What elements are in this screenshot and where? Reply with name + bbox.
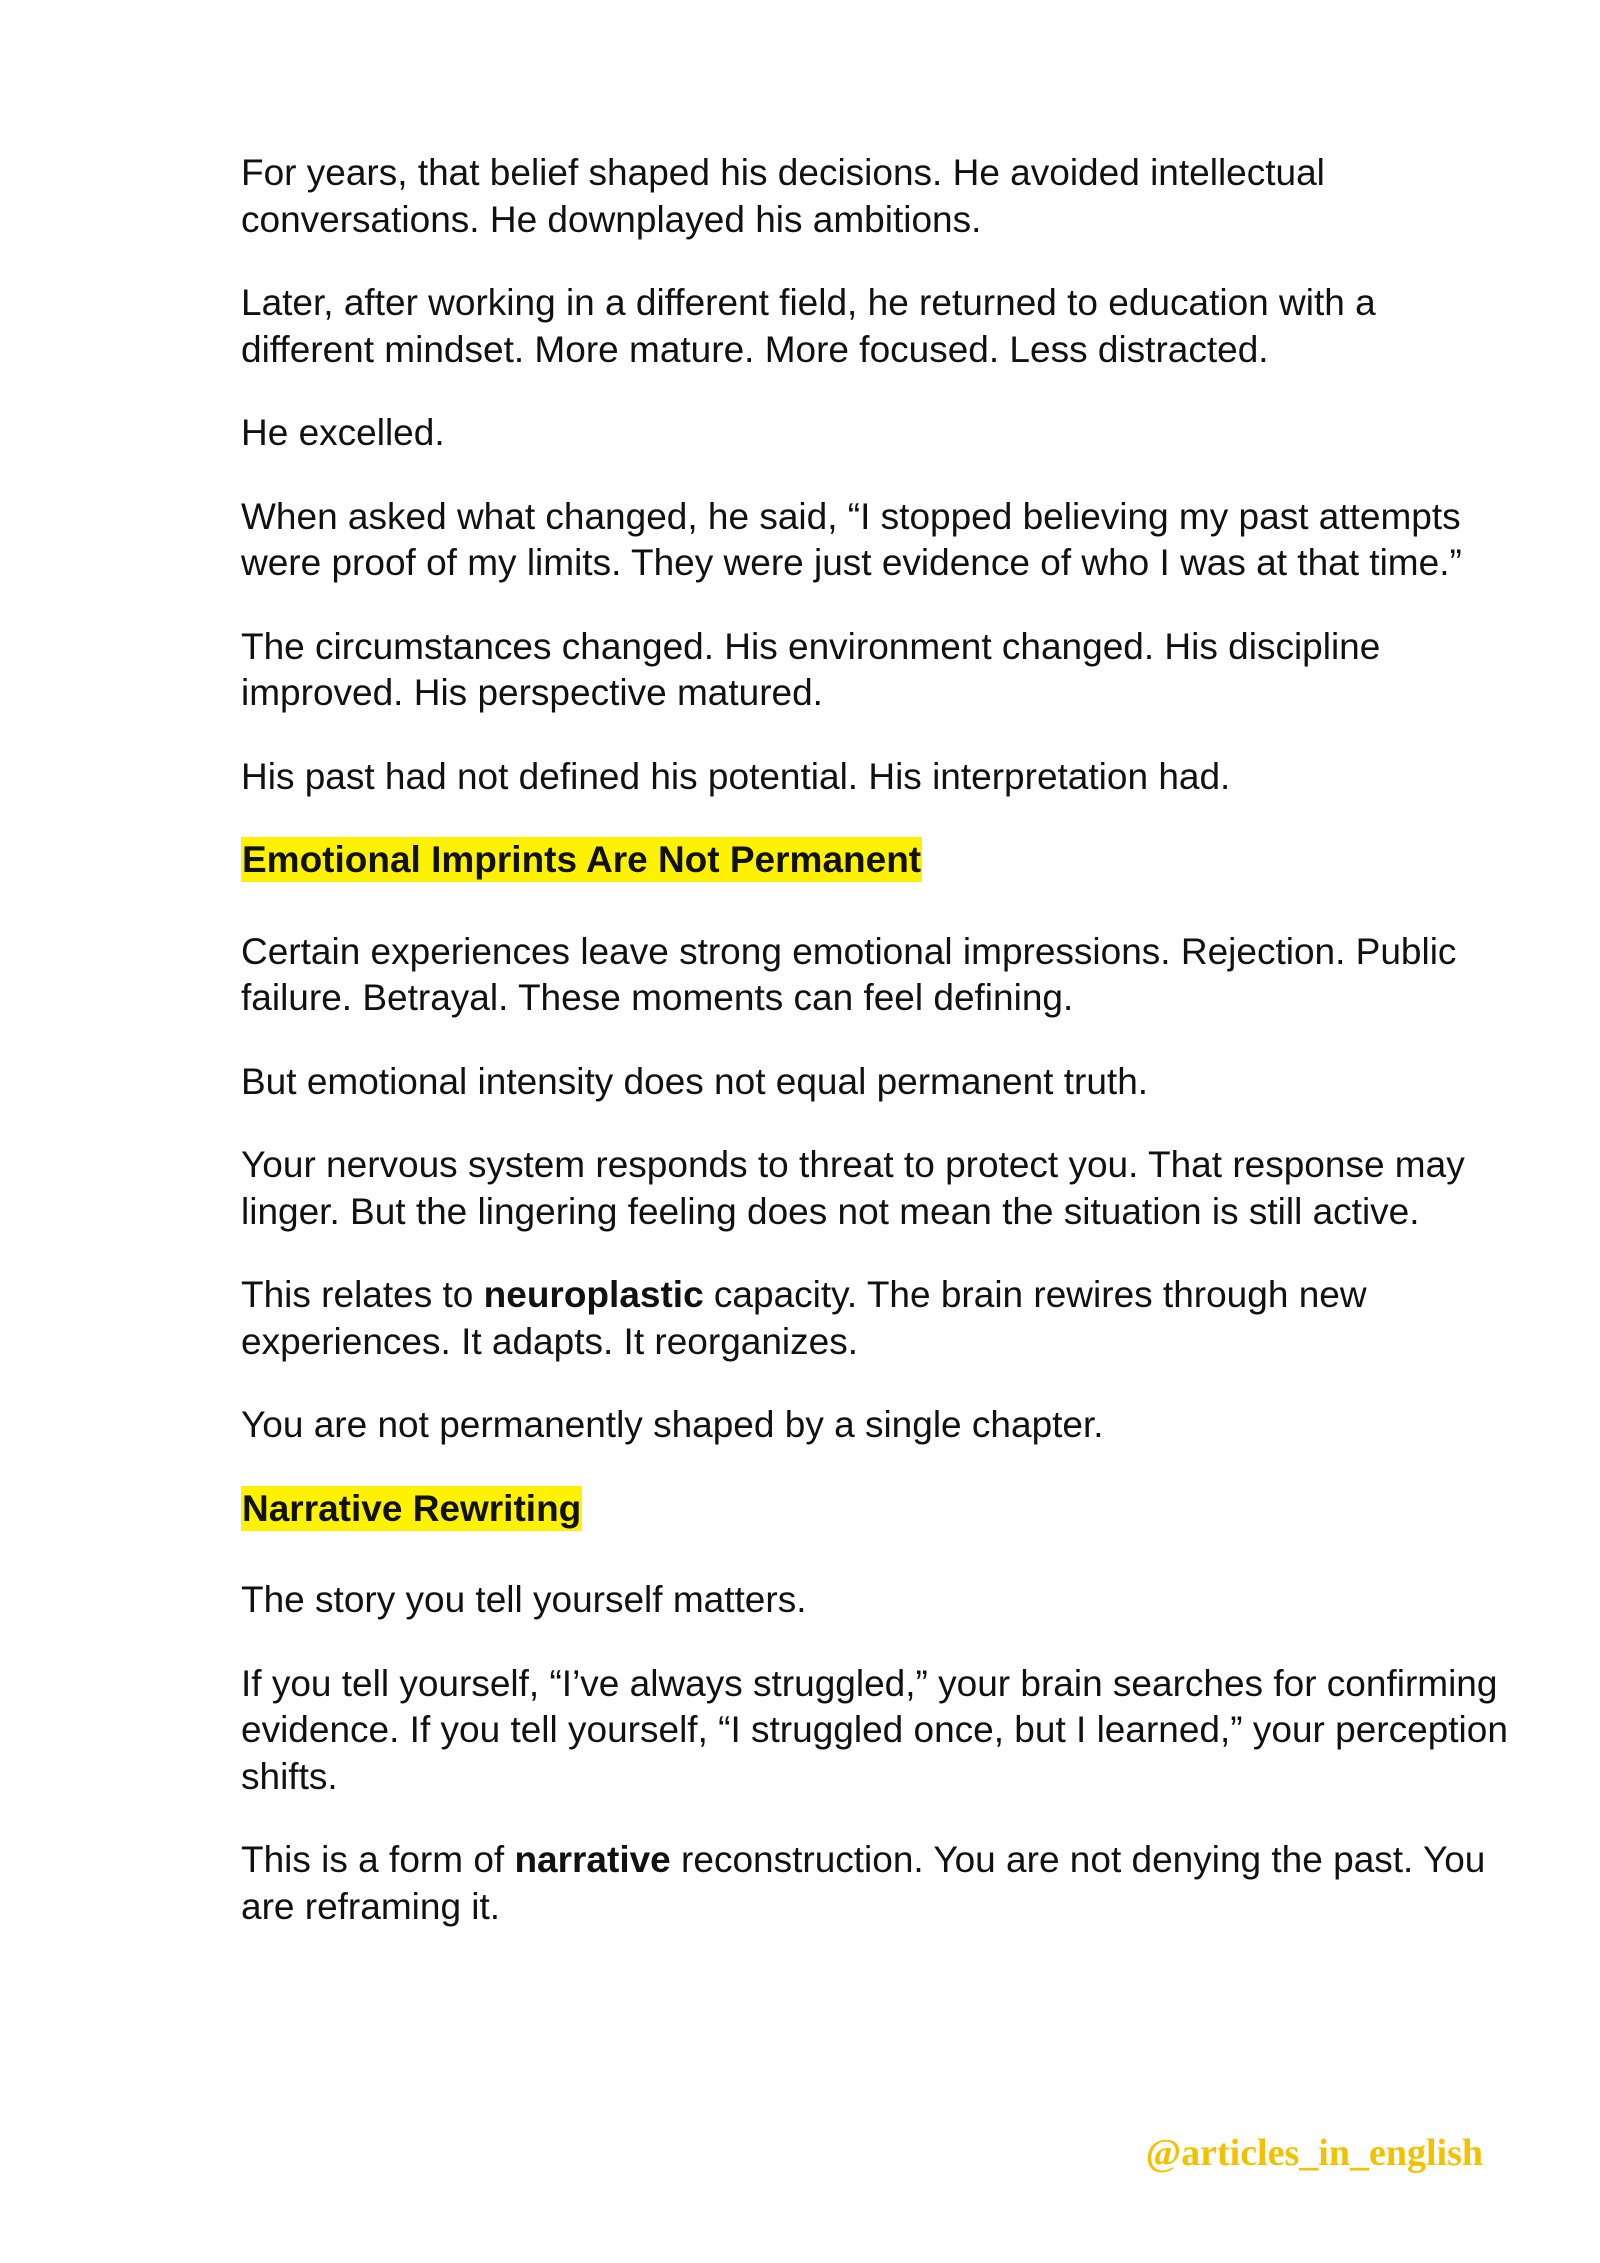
section-heading: Narrative Rewriting <box>242 1487 582 1529</box>
paragraph: His past had not defined his potential. His interpretation had. <box>241 755 1231 797</box>
paragraph-text: This is a form of <box>241 1839 515 1880</box>
article-body <box>241 150 1511 1967</box>
paragraph: The circumstances changed. His environment changed. His discipline improved. His perspective matured. <box>241 625 1381 713</box>
paragraph <box>241 1837 1511 1930</box>
paragraph <box>241 1272 1511 1365</box>
paragraph: Your nervous system responds to threat to protect you. That response may linger. But the lingering feeling does not mean the situation is still active. <box>241 1144 1465 1232</box>
paragraph-text: capacity. The brain rewires through new experiences. It adapts. It reorganizes. <box>241 1274 1367 1362</box>
paragraph: Certain experiences leave strong emotional impressions. Rejection. Public failure. Betrayal. These moments can feel defining. <box>241 930 1457 1018</box>
paragraph-text: reconstruction. You are not denying the past. You are reframing it. <box>241 1839 1486 1927</box>
section-heading-wrapper <box>241 1486 1511 1541</box>
section-heading-wrapper <box>241 837 1511 892</box>
paragraph: For years, that belief shaped his decisions. He avoided intellectual conversations. He downplayed his ambitions. <box>241 152 1325 240</box>
section-heading: Emotional Imprints Are Not Permanent <box>242 839 922 880</box>
paragraph: He excelled. <box>241 412 445 453</box>
bold-term: narrative <box>514 1839 671 1880</box>
paragraph: The story you tell yourself matters. <box>241 1579 807 1620</box>
paragraph: Later, after working in a different field, he returned to education with a different mindset. More mature. More focused. Less distracted. <box>241 282 1376 370</box>
bold-term: neuroplastic <box>483 1274 704 1315</box>
paragraph-text: This relates to <box>241 1274 484 1315</box>
paragraph: But emotional intensity does not equal permanent truth. <box>241 1060 1149 1102</box>
paragraph: You are not permanently shaped by a single chapter. <box>241 1404 1104 1445</box>
paragraph: If you tell yourself, “I’ve always struggled,” your brain searches for confirming evidence. If you tell yourself, “I struggled once, but I learned,” your perception shifts. <box>241 1662 1508 1797</box>
watermark-handle: @articles_in_english <box>1145 2132 1483 2174</box>
paragraph: When asked what changed, he said, “I stopped believing my past attempts were proof of my limits. They were just evidence of who I was at that time.” <box>241 495 1462 583</box>
